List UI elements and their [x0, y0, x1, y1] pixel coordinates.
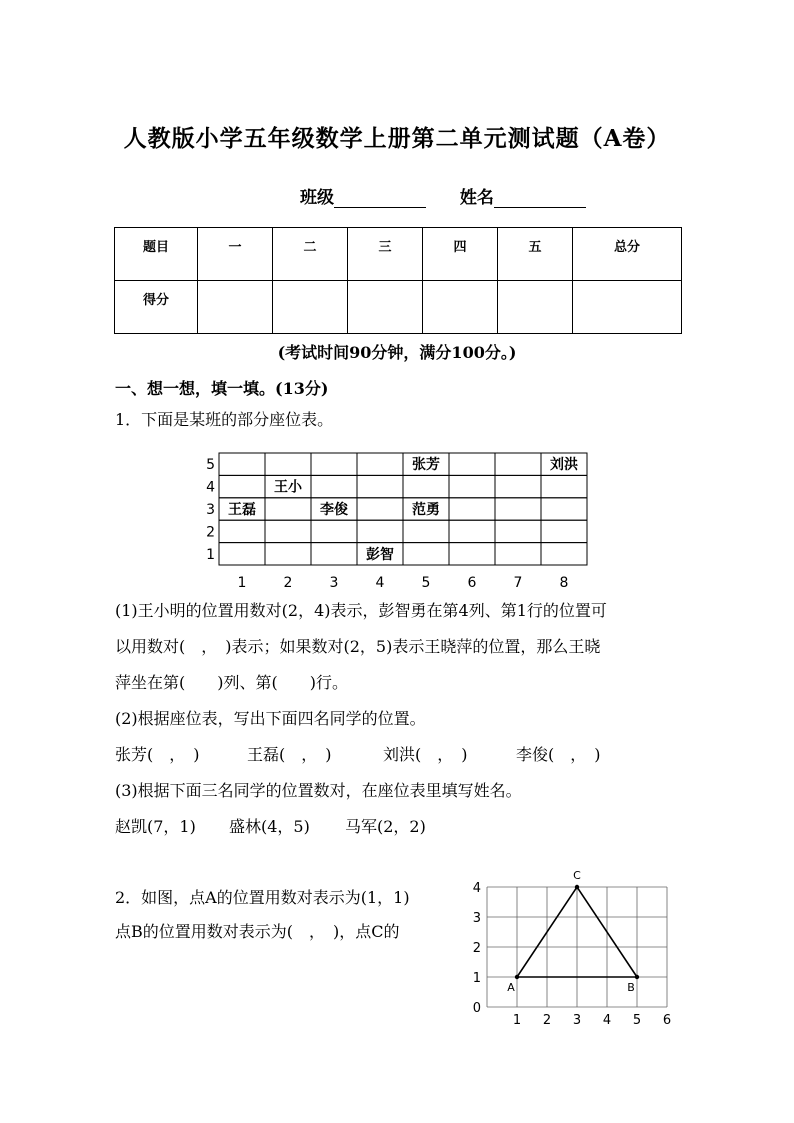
col-label: 1 [237, 575, 247, 588]
seat-row-labels [206, 457, 215, 563]
q1-part3-item: 赵凯(7，1) [115, 817, 196, 836]
q1-part3-item: 马军(2，2) [345, 817, 426, 836]
question-2-line1: 2．如图，点A的位置用数对表示为(1，1) [115, 888, 410, 907]
seat-cell[interactable] [219, 520, 265, 542]
seat-cell[interactable] [219, 543, 265, 565]
score-cell[interactable] [198, 281, 273, 334]
section-heading: 一、想一想，填一填。(13分) [115, 379, 329, 398]
score-cell[interactable] [498, 281, 573, 334]
seat-cell[interactable] [265, 543, 311, 565]
seat-cell[interactable] [541, 543, 587, 565]
seat-cell[interactable] [495, 475, 541, 497]
header-cell: 一 [198, 228, 273, 281]
q1-part2: (2)根据座位表，写出下面四名同学的位置。 [115, 709, 426, 728]
header-cell: 总分 [573, 228, 682, 281]
seat-cell[interactable] [311, 543, 357, 565]
q1-part2-answer[interactable]: 张芳( ， ) [115, 745, 200, 764]
col-label: 3 [329, 575, 339, 588]
seat-cell[interactable] [265, 520, 311, 542]
seat-cell[interactable] [357, 498, 403, 520]
q1-part1-line1: (1)王小明的位置用数对(2，4)表示，彭智勇在第4列、第1行的位置可 [115, 601, 607, 620]
row-label: 4 [206, 479, 215, 496]
seat-cell[interactable] [449, 543, 495, 565]
score-cell[interactable] [273, 281, 348, 334]
tick-labels [473, 881, 671, 1028]
seat-grid [219, 453, 587, 565]
point-marker [515, 975, 519, 979]
header-cell: 二 [273, 228, 348, 281]
point-label: C [573, 870, 581, 882]
y-tick-label: 3 [472, 911, 481, 926]
seat-name: 范勇 [412, 502, 440, 518]
x-tick-label: 1 [512, 1013, 522, 1028]
class-blank[interactable] [334, 191, 426, 208]
q1-part2-answer[interactable]: 王磊( ， ) [247, 745, 332, 764]
seat-cell[interactable] [265, 453, 311, 475]
row-label: 3 [206, 502, 215, 518]
score-table-score-row [115, 281, 682, 334]
q1-part2-answer[interactable]: 刘洪( ， ) [383, 745, 468, 764]
seat-cell[interactable] [219, 453, 265, 475]
seat-cell[interactable] [449, 498, 495, 520]
row-label: 2 [206, 524, 215, 541]
question-1-stem: 1．下面是某班的部分座位表。 [115, 410, 334, 429]
x-tick-label: 2 [542, 1013, 552, 1028]
y-tick-label: 4 [472, 881, 481, 896]
question-2-line2: 点B的位置用数对表示为( ， )，点C的 [115, 922, 400, 941]
q1-part3-item: 盛林(4，5) [229, 817, 310, 836]
seat-cell[interactable] [219, 475, 265, 497]
seat-cell[interactable] [495, 453, 541, 475]
score-cell[interactable] [573, 281, 682, 334]
score-label: 得分 [115, 281, 198, 334]
seat-cell[interactable] [403, 475, 449, 497]
col-label: 8 [559, 575, 569, 588]
q1-part3: (3)根据下面三名同学的位置数对，在座位表里填写姓名。 [115, 781, 522, 800]
seat-cell[interactable] [495, 520, 541, 542]
x-tick-label: 3 [572, 1013, 582, 1028]
seat-cell[interactable] [311, 520, 357, 542]
col-label: 7 [513, 575, 523, 588]
seat-cell[interactable] [311, 453, 357, 475]
page-title: 人教版小学五年级数学上册第二单元测试题（A卷） [123, 125, 671, 152]
seat-cell[interactable] [449, 453, 495, 475]
name-label: 姓名 [459, 188, 494, 208]
student-info [300, 183, 614, 208]
header-cell: 题目 [115, 228, 198, 281]
y-tick-label: 2 [472, 941, 481, 956]
seat-cell[interactable] [265, 498, 311, 520]
x-tick-label: 6 [662, 1013, 672, 1028]
q1-part2-answer[interactable]: 李俊( ， ) [516, 745, 601, 764]
point-label: B [627, 981, 635, 994]
col-label: 5 [421, 575, 431, 588]
header-cell: 五 [498, 228, 573, 281]
col-label: 4 [375, 575, 385, 588]
x-tick-label: 5 [632, 1013, 642, 1028]
seat-name: 刘洪 [550, 457, 578, 474]
triangle [507, 870, 639, 994]
x-tick-label: 4 [602, 1013, 612, 1028]
seat-cell[interactable] [403, 520, 449, 542]
point-label: A [507, 981, 515, 994]
point-marker [575, 885, 579, 889]
col-label: 2 [283, 575, 293, 588]
seat-name: 王磊 [228, 502, 256, 518]
y-tick-label: 1 [472, 971, 481, 986]
seat-name: 李俊 [320, 502, 348, 518]
score-cell[interactable] [423, 281, 498, 334]
col-label: 6 [467, 575, 477, 588]
seat-cell[interactable] [449, 520, 495, 542]
header-cell: 三 [348, 228, 423, 281]
coordinate-grid [468, 870, 678, 1030]
seat-name: 王小 [274, 479, 302, 496]
score-cell[interactable] [348, 281, 423, 334]
seat-chart [200, 450, 600, 588]
seat-cell[interactable] [357, 520, 403, 542]
row-label: 1 [206, 546, 215, 563]
exam-note: (考试时间90分钟，满分100分。) [277, 343, 517, 362]
seat-cell[interactable] [541, 475, 587, 497]
score-table [114, 227, 682, 334]
header-cell: 四 [423, 228, 498, 281]
seat-cell[interactable] [449, 475, 495, 497]
class-label: 班级 [300, 188, 334, 208]
score-table-header-row [115, 228, 682, 281]
row-label: 5 [206, 457, 215, 474]
seat-col-labels [238, 575, 569, 588]
q1-part1-line3: 萍坐在第( )列、第( )行。 [115, 673, 348, 692]
name-blank[interactable] [494, 191, 586, 208]
seat-name: 彭智 [366, 546, 394, 563]
seat-cell[interactable] [541, 498, 587, 520]
seat-cell[interactable] [357, 475, 403, 497]
seat-cell[interactable] [311, 475, 357, 497]
seat-cell[interactable] [495, 543, 541, 565]
seat-cell[interactable] [403, 543, 449, 565]
q1-part1-line2: 以用数对( ， )表示；如果数对(2，5)表示王晓萍的位置，那么王晓 [115, 637, 601, 656]
seat-name: 张芳 [412, 457, 440, 474]
seat-cell[interactable] [357, 453, 403, 475]
point-marker [635, 975, 639, 979]
seat-cell[interactable] [541, 520, 587, 542]
y-tick-label: 0 [472, 1001, 481, 1016]
seat-cell[interactable] [495, 498, 541, 520]
